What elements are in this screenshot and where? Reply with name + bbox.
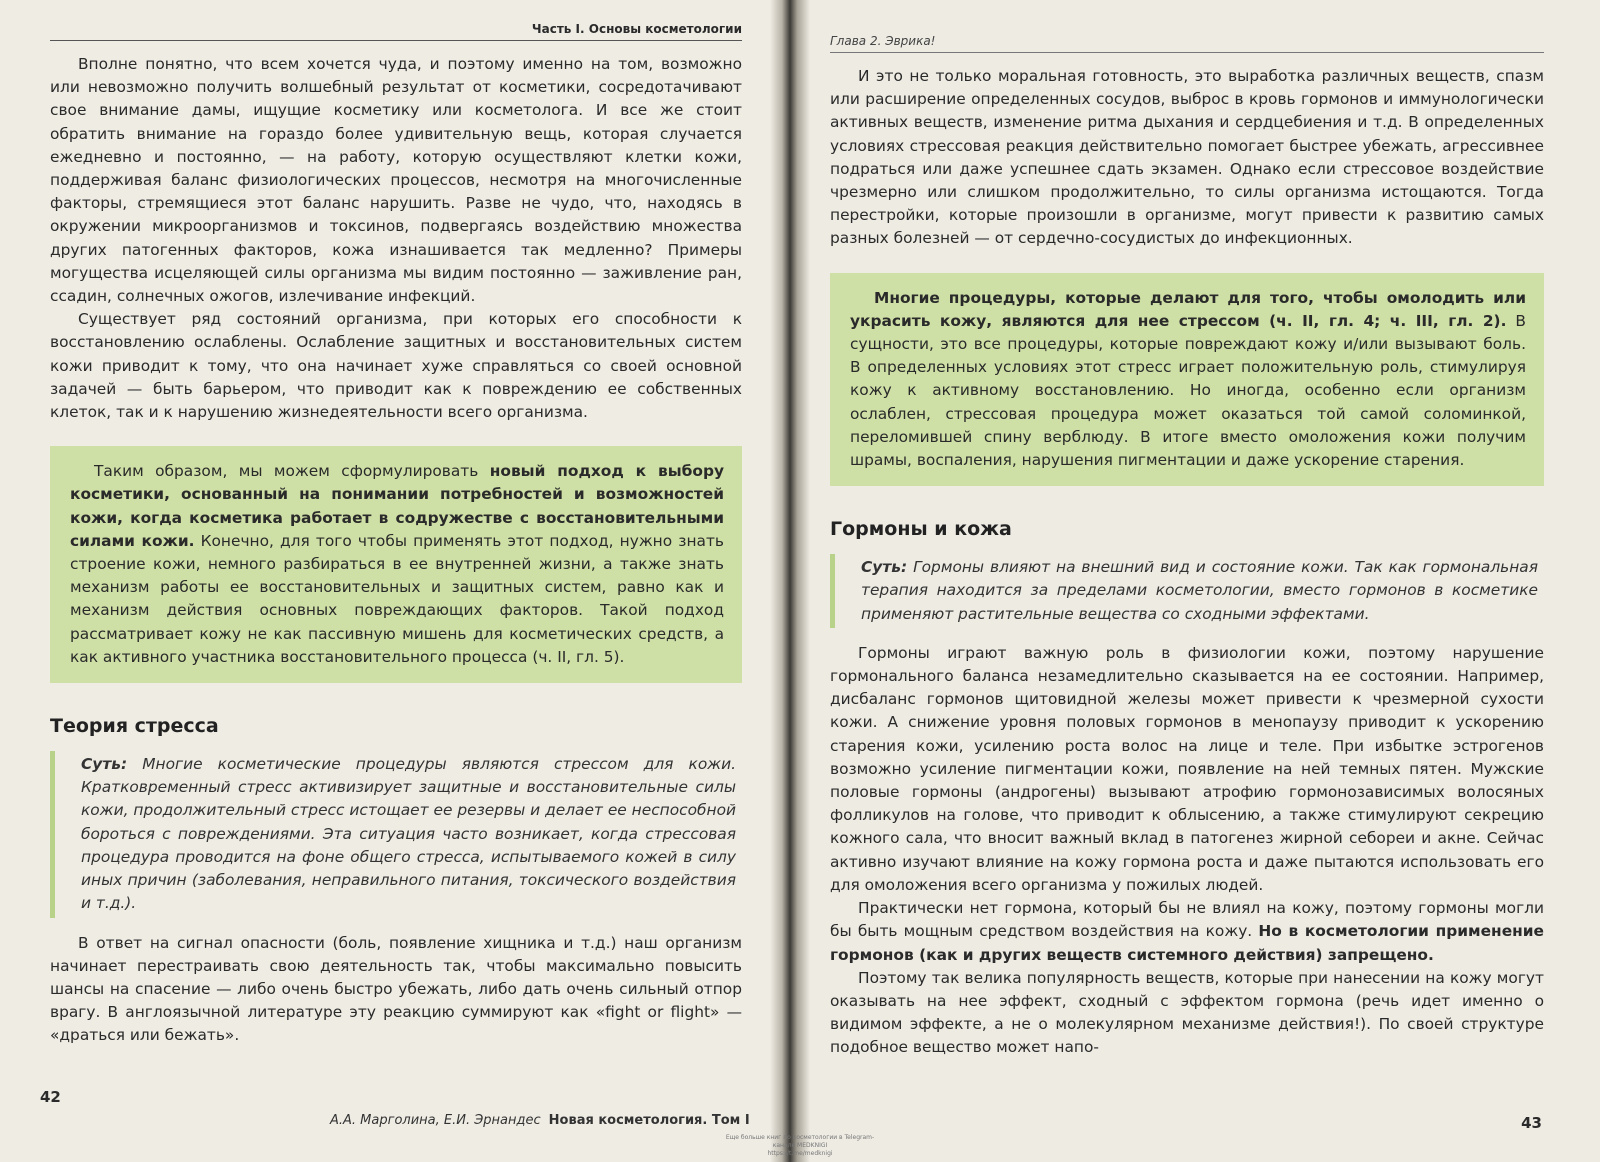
page-number: 43 [1521,1114,1542,1132]
right-page [800,0,1600,1162]
paragraph [70,460,724,669]
paragraph-text: Практически нет гормона, который бы не влиял на кожу, поэтому гормоны могли бы быть мощным средством воздействия на кожу. [830,899,1544,941]
page-footer [330,1113,750,1128]
highlight-box [830,273,1544,487]
essence-block [830,554,1544,628]
highlight-box [50,446,742,683]
left-page [0,0,788,1162]
paragraph: В ответ на сигнал опасности (боль, появление хищника и т.д.) наш организм начинает перестраивать свою деятельность так, чтобы максимально повысить шансы на спасение — либо очень быстро убежать, либо дать очень сильный отпор врагу. В англоязычной литературе эту реакцию суммируют как «fight or flight» — «драться или бежать». [50,933,742,1045]
callout-text: Конечно, для того чтобы применять этот подход, нужно знать строение кожи, немного разбираться в ее внутренней жизни, а также знать механизм работы ее восстановительных и защитных систем, равно как и механизм действия основных повреждающих факторов. Такой подход рассматривает кожу не как пассивную мишень для косметических средств, а как активного участника восстановительного процесса (ч. II, гл. 5). [70,531,724,666]
section-heading: Теория стресса [50,715,219,738]
essence-text: Гормоны влияют на внешний вид и состояние кожи. Так как гормональная терапия находится за пределами косметологии, вместо гормонов в косметике применяют растительные вещества со сходными эффектами. [861,558,1538,623]
callout-bold-text: Многие процедуры, которые делают для того, чтобы омолодить или украсить кожу, являются для нее стрессом (ч. II, гл. 4; ч. III, гл. 2). [850,288,1526,330]
footer-book-title: Новая косметология. Том I [548,1113,750,1128]
footer-authors: А.А. Марголина, Е.И. Эрнандес [330,1113,541,1128]
essence-block [50,751,742,917]
essence-label: Суть: [861,558,908,577]
callout-text: В сущности, это все процедуры, которые повреждают кожу и/или вызывают боль. В определенных условиях этот стресс играет положительную роль, стимулируя кожу к активному восстановлению. Но иногда, особенно если организм ослаблен, стрессовая процедура может оказаться той самой соломинкой, переломившей спину верблюду. В итоге вместо омоложения кожи получим шрамы, воспаления, нарушения пигментации и даже ускорение старения. [850,311,1526,470]
paragraph-bold-text: Но в косметологии применение гормонов (как и других веществ системного действия) запрещено. [830,922,1544,964]
running-head: Глава 2. Эврика! [830,34,1544,53]
page-number: 42 [40,1088,61,1106]
callout-bold-text: новый подход к выбору косметики, основанный на понимании потребностей и возможностей кожи, когда косметика работает в содружестве с восстановительными силами кожи. [70,462,724,550]
paragraph [830,897,1544,967]
essence-label: Суть: [81,755,128,774]
paragraph: Поэтому так велика популярность веществ, которые при нанесении на кожу могут оказывать на нее эффект, сходный с эффектом гормона (речь идет именно о видимом эффекте, а не о молекулярном механизме действия!). По своей структуре подобное вещество может напо- [830,968,1544,1057]
running-head: Часть I. Основы косметологии [50,22,742,41]
paragraph: Существует ряд состояний организма, при которых его способности к восстановлению ослаблены. Ослабление защитных и восстановительных систем кожи приводит к тому, что она начинает хуже справляться со своей основной задачей — быть барьером, что приводит как к повреждению ее собственных клеток, так и к нарушению жизнедеятельности всего организма. [50,310,742,422]
body-text [50,932,742,1048]
body-text [830,65,1544,251]
section-heading: Гормоны и кожа [830,518,1012,541]
paragraph: Вполне понятно, что всем хочется чуда, и поэтому именно на том, возможно или невозможно получить волшебный результат от косметики, сосредотачивают свое внимание дамы, ищущие косметику или косметолога. И все же стоит обратить внимание на гораздо более удивительную вещь, которая случается ежедневно и постоянно, — на работу, которую осуществляют клетки кожи, поддерживая баланс физиологических процессов, несмотря на многочисленные факторы, стремящиеся этот баланс нарушить. Разве не чудо, что, находясь в окружении микроорганизмов и токсинов, подвергаясь воздействию множества других патогенных факторов, кожа изнашивается так медленно? Примеры могущества исцеляющей силы организма мы видим постоянно — заживление ран, ссадин, солнечных ожогов, излечивание инфекций. [50,55,742,306]
body-text [50,53,742,424]
paragraph: Гормоны играют важную роль в физиологии кожи, поэтому нарушение гормонального баланса незамедлительно сказывается на ее состоянии. Например, дисбаланс гормонов щитовидной железы может привести к чрезмерной сухости кожи. А снижение уровня половых гормонов в менопаузу приводит к ускорению старения кожи, усилению роста волос на лице и теле. При избытке эстрогенов возможно усиление пигментации кожи, появление на ней темных пятен. Мужские половые гормоны (андрогены) вызывают атрофию гормонозависимых волосяных фолликулов на голове, что приводит к облысению, а также стимулируют секрецию кожного сала, что вносит важный вклад в патогенез жирной себореи и акне. Сейчас активно изучают влияние на кожу гормона роста и даже пытаются использовать его для омоложения всего организма у пожилых людей. [830,643,1544,894]
watermark-text: Еще больше книг по косметологии в Telegram-канале MEDKNIGI [725,1134,875,1149]
watermark-link: https://t.me/medknigi [767,1150,833,1157]
paragraph: И это не только моральная готовность, это выработка различных веществ, спазм или расширение определенных сосудов, выброс в кровь гормонов и иммунологически активных веществ, изменение ритма дыхания и сердцебиения и т.д. В определенных условиях стрессовая реакция действительно помогает быстрее убежать, агрессивнее подраться или даже успешнее сдать экзамен. Однако если стрессовое воздействие чрезмерно или слишком продолжительно, то силы организма истощаются. Тогда перестройки, которые произошли в организме, могут привести к развитию самых разных болезней — от сердечно-сосудистых до инфекционных. [830,67,1544,248]
essence-text: Многие косметические процедуры являются стрессом для кожи. Кратковременный стресс активизирует защитные и восстановительные силы кожи, продолжительный стресс истощает ее резервы и делает ее неспособной бороться с повреждениями. Эта ситуация часто возникает, когда стрессовая процедура проводится на фоне общего стресса, испытываемого кожей в силу иных причин (заболевания, неправильного питания, токсического воздействия и т.д.). [81,755,736,913]
body-text [830,642,1544,1060]
book-gutter [770,0,810,1162]
callout-text: Таким образом, мы можем сформулировать [94,462,490,481]
watermark [720,1134,880,1158]
paragraph [850,287,1526,473]
